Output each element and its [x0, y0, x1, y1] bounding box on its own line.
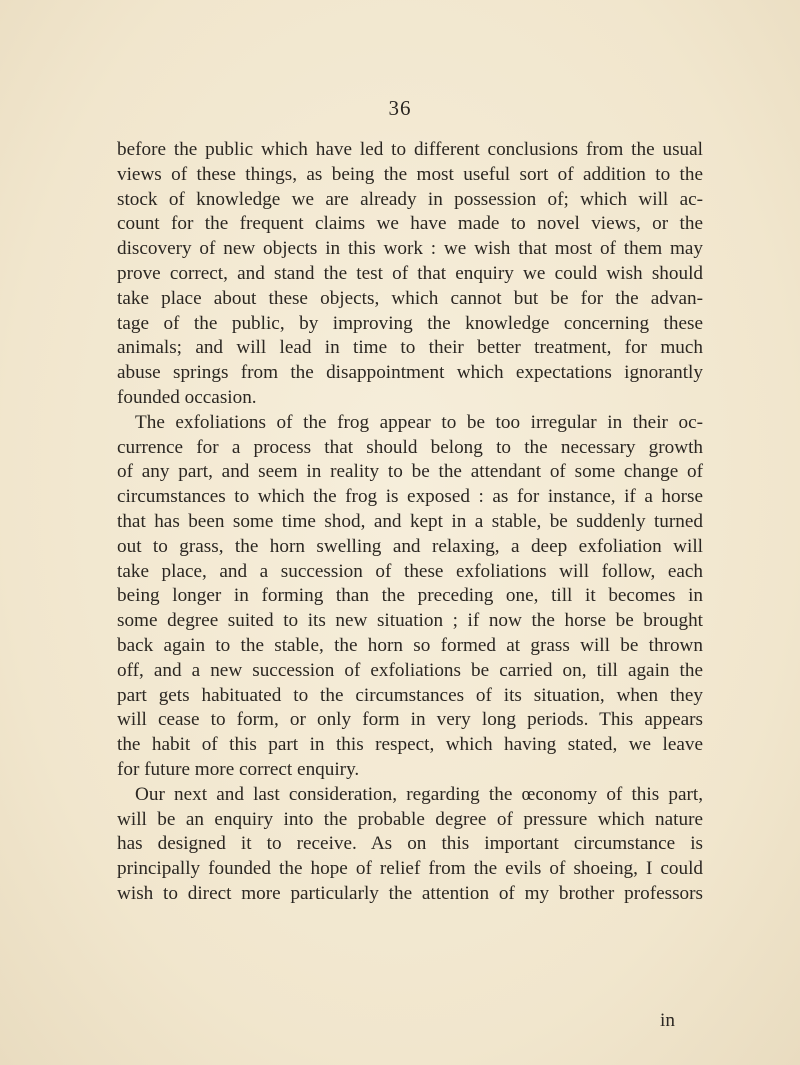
- text-line: principally founded the hope of relief from the evils of shoeing, I could: [117, 858, 703, 880]
- body-text: [117, 138, 703, 907]
- text-line: of any part, and seem in reality to be the attendant of some change of: [117, 461, 703, 483]
- text-line: the habit of this part in this respect, which having stated, we leave: [117, 734, 703, 756]
- text-line: off, and a new succession of exfoliations be carried on, till again the: [117, 659, 703, 681]
- text-line: for future more correct enquiry.: [117, 758, 360, 780]
- text-line: animals; and will lead in time to their better treatment, for much: [117, 337, 703, 359]
- text-line: wish to direct more particularly the attention of my brother professors: [117, 882, 703, 904]
- text-line: will cease to form, or only form in very long periods. This appears: [117, 709, 703, 731]
- text-line: prove correct, and stand the test of that enquiry we could wish should: [117, 262, 703, 284]
- text-line: take place, and a succession of these exfoliations will follow, each: [117, 560, 703, 582]
- page-number: 36: [388, 96, 412, 120]
- text-line: tage of the public, by improving the knowledge concerning these: [117, 312, 703, 334]
- text-line: take place about these objects, which cannot but be for the advan-: [117, 287, 703, 309]
- text-line: out to grass, the horn swelling and relaxing, a deep exfoliation will: [117, 535, 703, 557]
- text-line: stock of knowledge we are already in possession of; which will ac-: [117, 188, 703, 210]
- text-line: some degree suited to its new situation ; if now the horse be brought: [117, 610, 703, 632]
- text-line: will be an enquiry into the probable degree of pressure which nature: [117, 808, 703, 830]
- text-line: The exfoliations of the frog appear to be too irregular in their oc-: [135, 411, 703, 433]
- text-line: views of these things, as being the most useful sort of addition to the: [117, 163, 703, 185]
- text-line: founded occasion.: [117, 386, 257, 408]
- text-line: Our next and last consideration, regarding the œconomy of this part,: [135, 783, 703, 805]
- text-line: being longer in forming than the preceding one, till it becomes in: [117, 585, 703, 607]
- text-line: that has been some time shod, and kept in a stable, be suddenly turned: [117, 510, 703, 532]
- text-line: part gets habituated to the circumstances of its situation, when they: [117, 684, 703, 706]
- text-line: before the public which have led to different conclusions from the usual: [117, 139, 703, 160]
- text-line: abuse springs from the disappointment which expectations ignorantly: [117, 362, 703, 384]
- text-line: discovery of new objects in this work : we wish that most of them may: [117, 238, 703, 260]
- text-line: has designed it to receive. As on this important circumstance is: [117, 833, 703, 855]
- text-line: circumstances to which the frog is exposed : as for instance, if a horse: [117, 486, 703, 508]
- text-line: currence for a process that should belong to the necessary growth: [117, 436, 703, 458]
- text-line: count for the frequent claims we have made to novel views, or the: [117, 213, 703, 235]
- catchword: in: [660, 1010, 675, 1031]
- text-line: back again to the stable, the horn so formed at grass will be thrown: [117, 634, 703, 656]
